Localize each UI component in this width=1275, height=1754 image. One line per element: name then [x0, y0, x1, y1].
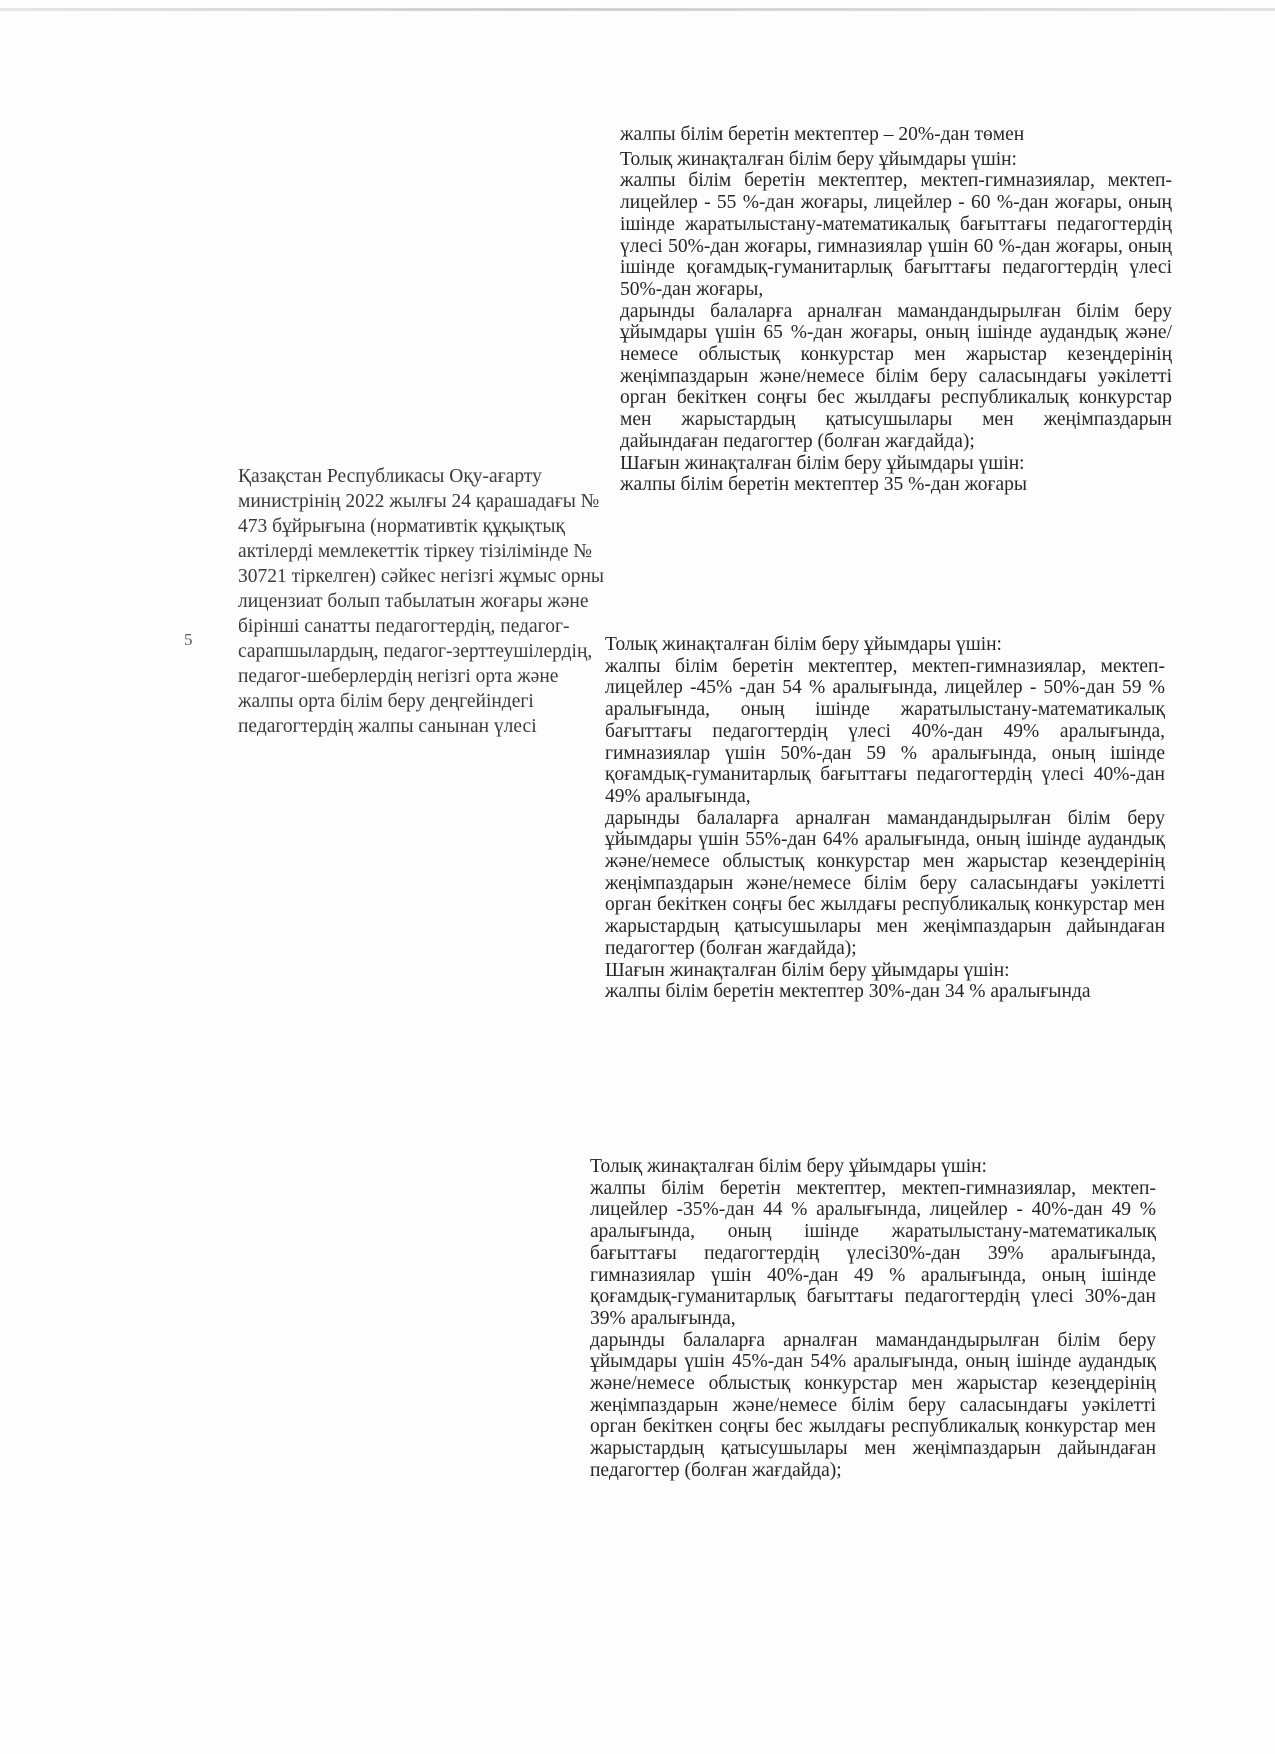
section-heading: Шағын жинақталған білім беру ұйымдары үшін:: [620, 452, 1025, 474]
row-number: 5: [184, 630, 193, 649]
indicator-text: жалпы білім беретін мектептер 30%-дан 34 % аралығында: [605, 981, 1091, 1003]
indicator-text: жалпы білім беретін мектептер 35 %-дан жоғары: [620, 474, 1027, 496]
indicator-text: дарынды балаларға арналған мамандандырылған білім беру ұйымдары үшін 65 %-дан жоғары, оның ішінде аудандық және/немесе облыстық конкурстар мен жарыстар кезеңдерінің жеңімпаздарын және/немесе білім беру саласындағы уәкілетті орган бекіткен соңғы бес жылдағы республикалық конкурстар мен жарыстардың қатысушылары мен жеңімпаздарын дайындаған педагогтер (болған жағдайда);: [620, 300, 1172, 452]
indicator-block-1: [620, 124, 1172, 496]
indicator-text: жалпы білім беретін мектептер, мектеп-гимназиялар, мектеп-лицейлер - 55 %-дан жоғары, лицейлер - 60 %-дан жоғары, оның ішінде жаратылыстану-математикалық бағыттағы педагогтердің үлесі 50%-дан жоғары, гимназиялар үшін 60 %-дан жоғары, оның ішінде қоғамдық-гуманитарлық бағыттағы педагогтердің үлесі 50%-дан жоғары,: [620, 170, 1172, 300]
scan-top-edge: [0, 8, 1275, 11]
indicator-text: жалпы білім беретін мектептер, мектеп-гимназиялар, мектеп-лицейлер -45% -дан 54 % аралығында, лицейлер - 50%-дан 59 % аралығында, оның ішінде жаратылыстану-математикалық бағыттағы педагогтердің үлесі 40%-дан 49% аралығында, гимназиялар үшін 50%-дан 59 % аралығында, оның ішінде қоғамдық-гуманитарлық бағыттағы педагогтердің үлесі 40%-дан 49% аралығында,: [605, 655, 1165, 807]
section-heading: Шағын жинақталған білім беру ұйымдары үшін:: [605, 959, 1010, 981]
indicator-block-3: [590, 1156, 1156, 1482]
section-heading: Толық жинақталған білім беру ұйымдары үшін:: [620, 148, 1017, 170]
indicator-text: дарынды балаларға арналған мамандандырылған білім беру ұйымдары үшін 45%-дан 54% аралығында, оның ішінде аудандық және/немесе облыстық конкурстар мен жарыстар кезеңдерінің жеңімпаздарын және/немесе білім беру саласындағы уәкілетті орган бекіткен соңғы бес жылдағы республикалық конкурстар мен жарыстардың қатысушылары мен жеңімпаздарын дайындаған педагогтер (болған жағдайда);: [590, 1329, 1156, 1481]
section-heading: Толық жинақталған білім беру ұйымдары үшін:: [590, 1156, 987, 1177]
indicator-text: дарынды балаларға арналған мамандандырылған білім беру ұйымдары үшін 55%-дан 64% аралығында, оның ішінде аудандық және/немесе облыстық конкурстар мен жарыстар кезеңдерінің жеңімпаздарын және/немесе білім беру саласындағы уәкілетті орган бекіткен соңғы бес жылдағы республикалық конкурстар мен жарыстардың қатысушылары мен жеңімпаздарын дайындаған педагогтер (болған жағдайда);: [605, 807, 1165, 959]
indicator-text: жалпы білім беретін мектептер, мектеп-гимназиялар, мектеп-лицейлер -35%-дан 44 % аралығында, лицейлер - 40%-дан 49 % аралығында, оның ішінде жаратылыстану-математикалық бағыттағы педагогтердің үлесі30%-дан 39% аралығында, гимназиялар үшін 40%-дан 49 % аралығында, оның ішінде қоғамдық-гуманитарлық бағыттағы педагогтердің үлесі 30%-дан 39% аралығында,: [590, 1177, 1156, 1329]
section-heading: Толық жинақталған білім беру ұйымдары үшін:: [605, 634, 1002, 655]
criterion-description: Қазақстан Республикасы Оқу-ағарту министрінің 2022 жылғы 24 қарашадағы № 473 бұйрығына (нормативтік құқықтық актілерді мемлекеттік тіркеу тізілімінде № 30721 тіркелген) сәйкес негізгі жұмыс орны лицензиат болып табылатын жоғары және бірінші санатты педагогтердің, педагог-сарапшылардың, педагог-зерттеушілердің, педагог-шеберлердің негізгі орта және жалпы орта білім беру деңгейіндегі педагогтердің жалпы санынан үлесі: [238, 466, 605, 737]
indicator-text: жалпы білім беретін мектептер – 20%-дан төмен: [620, 124, 1025, 145]
indicator-block-2: [605, 634, 1165, 1003]
